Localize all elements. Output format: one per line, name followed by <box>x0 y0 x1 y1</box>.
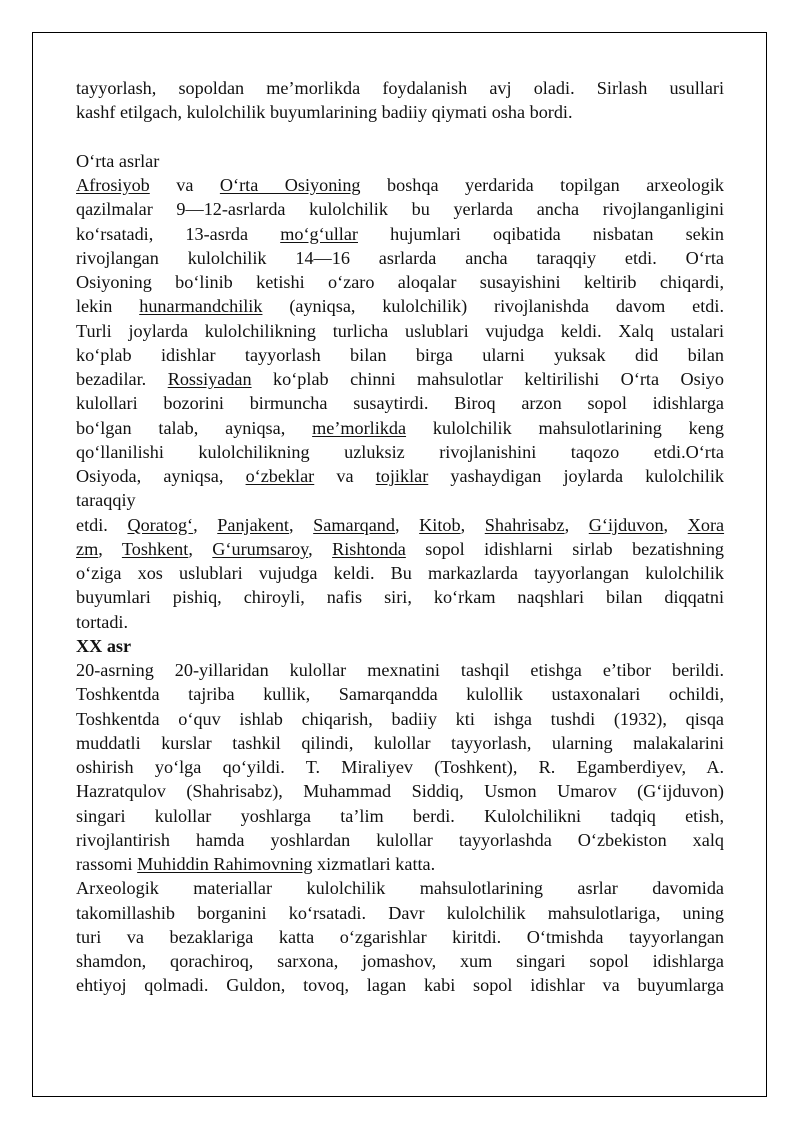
link-afrosiyob[interactable]: Afrosiyob <box>76 175 150 195</box>
document-body <box>76 76 724 998</box>
text-line: bezadilar. Rossiyadan ko‘plab chinni mahsulotlar keltirilishi O‘rta Osiyo <box>76 369 724 389</box>
link-mogullar[interactable]: mo‘g‘ullar <box>280 223 358 244</box>
link-rossiyadan[interactable]: Rossiyadan <box>167 369 252 389</box>
text-line: Toshkentda tajriba kullik, Samarqandda kulollik ustaxonalari ochildi, <box>76 684 724 705</box>
text-line: singari kulollar yoshlarga ta’lim berdi. Kulolchilikni tadqiq etish, <box>76 805 724 826</box>
text-line: ko‘plab idishlar tayyorlash bilan birga ularni yuksak did bilan <box>76 344 724 365</box>
text-line: turi va bezaklariga katta o‘zgarishlar kiritdi. O‘tmishda tayyorlangan <box>76 926 724 947</box>
link-shahrisabz[interactable]: Shahrisabz <box>484 514 565 535</box>
text-line: rassomi Muhiddin Rahimovning xizmatlari katta. <box>76 854 436 874</box>
link-kitob[interactable]: Kitob <box>419 514 461 535</box>
blank-line <box>76 125 724 149</box>
text-line: qazilmalar 9—12-asrlarda kulolchilik bu yerlarda ancha rivojlanganligini <box>76 199 724 220</box>
text-line: etdi. Qoratog‘, Panjakent, Samarqand, Kitob, Shahrisabz, G‘ijduvon, Xora <box>76 514 725 535</box>
link-xorazm[interactable]: Xora <box>687 514 725 535</box>
text-line: buyumlari pishiq, chiroyli, nafis siri, ko‘rkam naqshlari bilan diqqatni <box>76 587 724 608</box>
link-qoratog[interactable]: Qoratog‘ <box>127 514 194 535</box>
text-line: zm, Toshkent, G‘urumsaroy, Rishtonda sopol idishlarni sirlab bezatishning <box>76 538 725 559</box>
text-line: Osiyoda, ayniqsa, o‘zbeklar va tojiklar yashaydigan joylarda kulolchilik <box>76 466 724 486</box>
link-panjakent[interactable]: Panjakent <box>217 514 289 535</box>
text-line: ko‘rsatadi, 13-asrda mo‘g‘ullar hujumlari oqibatida nisbatan sekin <box>76 223 724 244</box>
text-line: bo‘lgan talab, ayniqsa, me’morlikda kulolchilik mahsulotlarining keng <box>76 417 724 438</box>
link-xorazm-cont[interactable]: zm <box>76 538 99 559</box>
text-line: o‘ziga xos uslublari vujudga keldi. Bu markazlarda tayyorlangan kulolchilik <box>76 563 724 583</box>
link-ozbeklar[interactable]: o‘zbeklar <box>245 466 315 486</box>
text-line: shamdon, qorachiroq, sarxona, jomashov, xum singari sopol idishlarga <box>76 951 724 971</box>
link-gurumsaroy[interactable]: G‘urumsaroy <box>212 538 309 559</box>
text-line: qo‘llanilishi kulolchilikning uzluksiz rivojlanishini taqozo etdi.O‘rta <box>76 441 724 462</box>
text-line: kulollari bozorini birmuncha susaytirdi. Biroq arzon sopol idishlarga <box>76 393 724 414</box>
link-tojiklar[interactable]: tojiklar <box>375 466 429 486</box>
link-rishtonda[interactable]: Rishtonda <box>332 538 406 559</box>
text-line: muddatli kurslar tashkil qilindi, kulollar tayyorlash, ularning malakalarini <box>76 732 724 753</box>
text-line: rivojlangan kulolchilik 14—16 asrlarda ancha taraqqiy etdi. O‘rta <box>76 247 724 268</box>
text-line: Turli joylarda kulolchilikning turlicha uslublari vujudga keldi. Xalq ustalari <box>76 320 724 341</box>
link-memorlikda[interactable]: me’morlikda <box>312 417 407 438</box>
text-line: Toshkentda o‘quv ishlab chiqarish, badiiy kti ishga tushdi (1932), qisqa <box>76 708 724 729</box>
text-line: ehtiyoj qolmadi. Guldon, tovoq, lagan kabi sopol idishlar va buyumlarga <box>76 975 724 996</box>
text-line: taraqqiy <box>76 490 136 511</box>
text-line: tortadi. <box>76 611 129 632</box>
link-hunarmandchilik[interactable]: hunarmandchilik <box>139 296 263 317</box>
text-line: Arxeologik materiallar kulolchilik mahsulotlarining asrlar davomida <box>76 878 724 899</box>
text-line: Osiyoning bo‘linib ketishi o‘zaro aloqalar susayishini keltirib chiqardi, <box>76 272 724 292</box>
text-line: takomillashib borganini ko‘rsatadi. Davr kulolchilik mahsulotlariga, uning <box>76 902 724 923</box>
text-line: tayyorlash, sopoldan me’morlikda foydalanish avj oladi. Sirlash usullari <box>76 78 724 98</box>
link-muhiddin-rahimov[interactable]: Muhiddin Rahimovning <box>137 854 313 874</box>
section-heading: O‘rta asrlar <box>76 150 160 171</box>
text-line: Afrosiyob va O‘rta Osiyoning boshqa yerdarida topilgan arxeologik <box>76 175 724 195</box>
link-gijduvon[interactable]: G‘ijduvon <box>588 514 664 535</box>
section-heading: XX asr <box>76 635 132 656</box>
text-line: rivojlantirish hamda yoshlardan kulollar tayyorlashda O‘zbekiston xalq <box>76 829 724 850</box>
text-line: oshirish yo‘lga qo‘yildi. T. Miraliyev (Toshkent), R. Egamberdiyev, A. <box>76 757 724 777</box>
link-samarqand[interactable]: Samarqand <box>313 514 395 535</box>
text-line: Hazratqulov (Shahrisabz), Muhammad Siddiq, Usmon Umarov (G‘ijduvon) <box>76 781 724 802</box>
text-line: lekin hunarmandchilik (ayniqsa, kulolchilik) rivojlanishda davom etdi. <box>76 296 724 317</box>
link-toshkent[interactable]: Toshkent <box>121 538 189 559</box>
text-line: kashf etilgach, kulolchilik buyumlarining badiiy qiymati osha bordi. <box>76 102 573 123</box>
text-line: 20-asrning 20-yillaridan kulollar mexnatini tashqil etishga e’tibor berildi. <box>76 660 724 680</box>
link-orta-osiyo[interactable]: O‘rta Osiyoning <box>219 175 361 195</box>
